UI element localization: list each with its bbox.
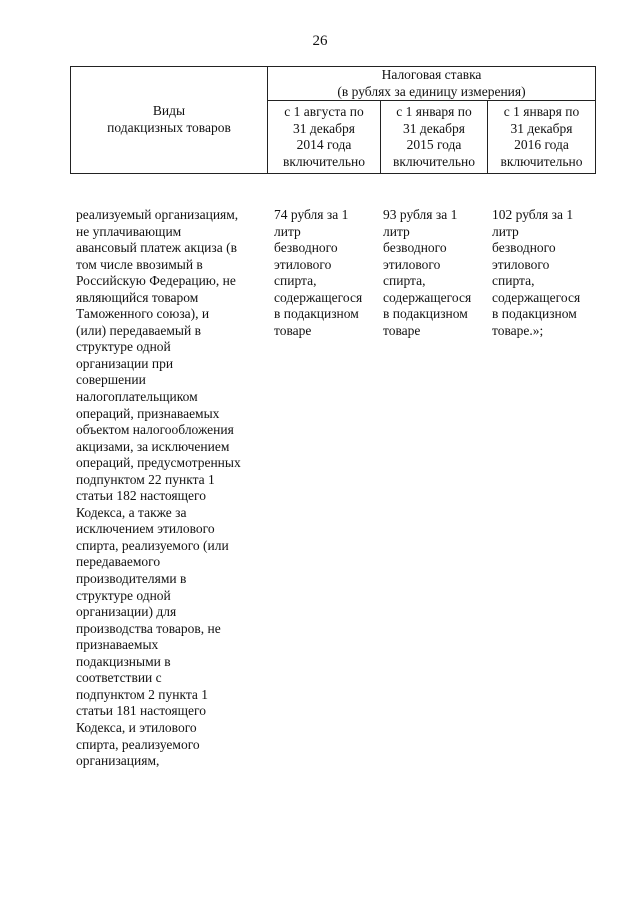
header-line: включительно — [500, 153, 583, 169]
rate-text-line: 102 рубля за 1 — [492, 207, 574, 222]
header-line: с 1 августа по — [284, 103, 364, 119]
goods-text-line: организации) для — [76, 604, 177, 620]
goods-text-line: подакцизными в — [76, 653, 171, 669]
goods-text-line: структуре одной — [76, 339, 171, 355]
period-header-2016 — [488, 101, 596, 174]
goods-text-line: признаваемых — [76, 637, 159, 653]
goods-description-column — [76, 207, 266, 770]
goods-text-line: исключением этилового — [76, 521, 215, 537]
goods-text-line: (или) передаваемый в — [76, 322, 201, 338]
rate-text-line: спирта, — [383, 273, 426, 289]
header-line: 2015 года — [406, 137, 462, 153]
rate-2016-column — [492, 207, 592, 339]
rate-2014-column — [274, 207, 374, 339]
period-header-2014 — [268, 101, 381, 174]
tax-rate-header — [268, 67, 596, 101]
rate-text-line: этилового — [274, 256, 332, 272]
rate-text-line: содержащегося — [274, 289, 363, 305]
tax-rate-header-table — [70, 66, 596, 174]
header-line: с 1 января по — [396, 103, 472, 119]
header-line: (в рублях за единицу измерения) — [337, 83, 526, 99]
header-line: включительно — [282, 153, 365, 169]
goods-text-line: организациям, — [76, 753, 160, 769]
goods-text-line: Таможенного союза), и — [76, 306, 210, 322]
header-line: 2014 года — [296, 137, 352, 153]
goods-text-line: Кодекса, а также за — [76, 504, 187, 520]
goods-text-line: структуре одной — [76, 587, 171, 603]
goods-text-line: авансовый платеж акциза (в — [76, 240, 237, 256]
goods-text-line: том числе ввозимый в — [76, 256, 203, 272]
rate-text-line: содержащегося — [383, 289, 472, 305]
rate-text-line: безводного — [383, 240, 447, 256]
header-line: 31 декабря — [293, 120, 355, 136]
goods-text-line: реализуемый организациям, — [76, 207, 239, 222]
period-header-2015 — [381, 101, 488, 174]
rate-text-line: 74 рубля за 1 — [274, 207, 349, 222]
rate-text-line: литр — [492, 223, 519, 239]
goods-text-line: являющийся товаром — [76, 289, 199, 305]
rate-text-line: литр — [383, 223, 410, 239]
rate-text-line: товаре — [274, 322, 312, 338]
goods-text-line: не уплачивающим — [76, 223, 182, 239]
rate-text-line: литр — [274, 223, 301, 239]
rate-text-line: спирта, — [274, 273, 317, 289]
rate-2015-column — [383, 207, 483, 339]
goods-text-line: передаваемого — [76, 554, 161, 570]
rate-text-line: 93 рубля за 1 — [383, 207, 458, 222]
rate-text-line: товаре — [383, 322, 421, 338]
rate-text-line: в подакцизном — [383, 306, 468, 322]
goods-text-line: налогоплательщиком — [76, 389, 198, 405]
goods-text-line: Российскую Федерацию, не — [76, 273, 236, 289]
header-line: включительно — [392, 153, 475, 169]
page-number: 26 — [312, 33, 328, 49]
goods-text-line: производителями в — [76, 571, 187, 587]
header-line: 31 декабря — [510, 120, 573, 136]
rate-text-line: безводного — [492, 240, 556, 256]
goods-text-line: статьи 182 настоящего — [76, 488, 206, 504]
goods-text-line: объектом налогообложения — [76, 422, 234, 438]
rate-text-line: товаре.»; — [492, 322, 544, 338]
rate-text-line: этилового — [383, 256, 441, 272]
goods-text-line: спирта, реализуемого — [76, 736, 200, 752]
goods-text-line: статьи 181 настоящего — [76, 703, 206, 719]
header-line: подакцизных товаров — [107, 120, 231, 135]
header-line: Виды — [152, 103, 186, 119]
goods-text-line: подпунктом 2 пункта 1 — [76, 686, 209, 702]
rate-text-line: в подакцизном — [492, 306, 577, 322]
header-line: Налоговая ставка — [381, 67, 482, 82]
rate-text-line: безводного — [274, 240, 338, 256]
goods-text-line: Кодекса, и этилового — [76, 719, 197, 735]
header-line: 31 декабря — [403, 120, 465, 136]
header-line: с 1 января по — [503, 103, 580, 119]
goods-text-line: подпунктом 22 пункта 1 — [76, 471, 215, 487]
rate-text-line: спирта, — [492, 273, 535, 289]
rate-text-line: в подакцизном — [274, 306, 359, 322]
rate-text-line: содержащегося — [492, 289, 581, 305]
goods-text-line: акцизами, за исключением — [76, 438, 230, 454]
goods-type-header — [71, 67, 268, 174]
goods-text-line: операций, предусмотренных — [76, 455, 241, 471]
goods-text-line: производства товаров, не — [76, 620, 221, 636]
goods-text-line: соответствии с — [76, 670, 162, 686]
goods-text-line: организации при — [76, 355, 174, 371]
header-line: 2016 года — [514, 137, 569, 153]
rate-text-line: этилового — [492, 256, 550, 272]
goods-text-line: совершении — [76, 372, 146, 388]
goods-text-line: спирта, реализуемого (или — [76, 537, 229, 553]
goods-text-line: операций, признаваемых — [76, 405, 220, 421]
